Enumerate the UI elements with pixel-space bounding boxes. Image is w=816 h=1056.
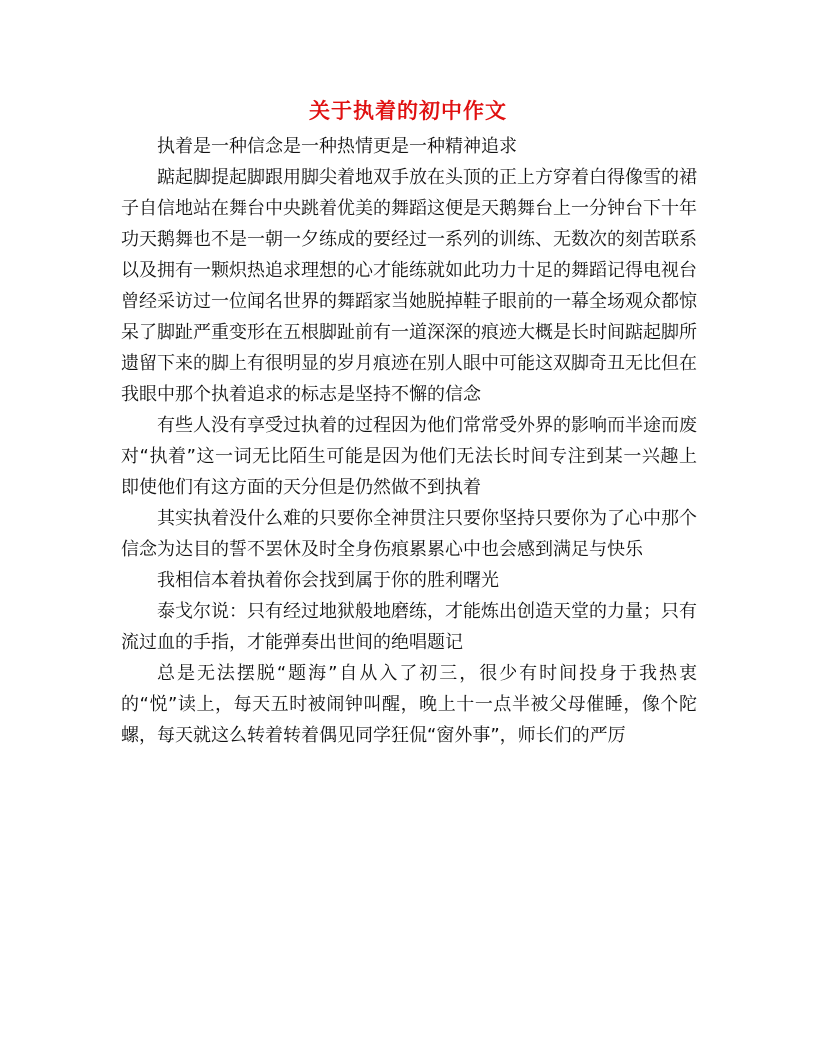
paragraph: 执着是一种信念是一种热情更是一种精神追求 [157,136,517,157]
paragraph: 其实执着没什么难的只要你全神贯注只要你坚持只要你为了心中那个信念为达目的誓不罢休及时全身伤痕累累心中也会感到满足与快乐 [121,508,697,560]
paragraph: 我相信本着执着你会找到属于你的胜利曙光 [157,570,499,591]
paragraph: 有些人没有享受过执着的过程因为他们常常受外界的影响而半途而废对“执着”这一词无比陌生可能是因为他们无法长时间专注到某一兴趣上即使他们有这方面的天分但是仍然做不到执着 [121,415,697,498]
document-title: 关于执着的初中作文 [309,98,507,123]
paragraph: 踮起脚提起脚跟用脚尖着地双手放在头顶的正上方穿着白得像雪的裙子自信地站在舞台中央跳着优美的舞蹈这便是天鹅舞台上一分钟台下十年功天鹅舞也不是一朝一夕练成的要经过一系列的训练、无数次的刻苦联系以及拥有一颗炽热追求理想的心才能练就如此功力十足的舞蹈记得电视台曾经采访过一位闻名世界的舞蹈家当她脱掉鞋子眼前的一幕全场观众都惊呆了脚趾严重变形在五根脚趾前有一道深深的痕迹大概是长时间踮起脚所遗留下来的脚上有很明显的岁月痕迹在别人眼中可能这双脚奇丑无比但在我眼中那个执着追求的标志是坚持不懈的信念 [121,167,697,405]
paragraph: 泰戈尔说：只有经过地狱般地磨练，才能炼出创造天堂的力量；只有流过血的手指，才能弹奏出世间的绝唱题记 [121,601,697,653]
paragraph: 总是无法摆脱“题海”自从入了初三，很少有时间投身于我热衷的“悦”读上，每天五时被闹钟叫醒，晚上十一点半被父母催睡，像个陀螺，每天就这么转着转着偶见同学狂侃“窗外事”，师长们的严厉 [121,663,697,746]
document-body [121,131,697,751]
